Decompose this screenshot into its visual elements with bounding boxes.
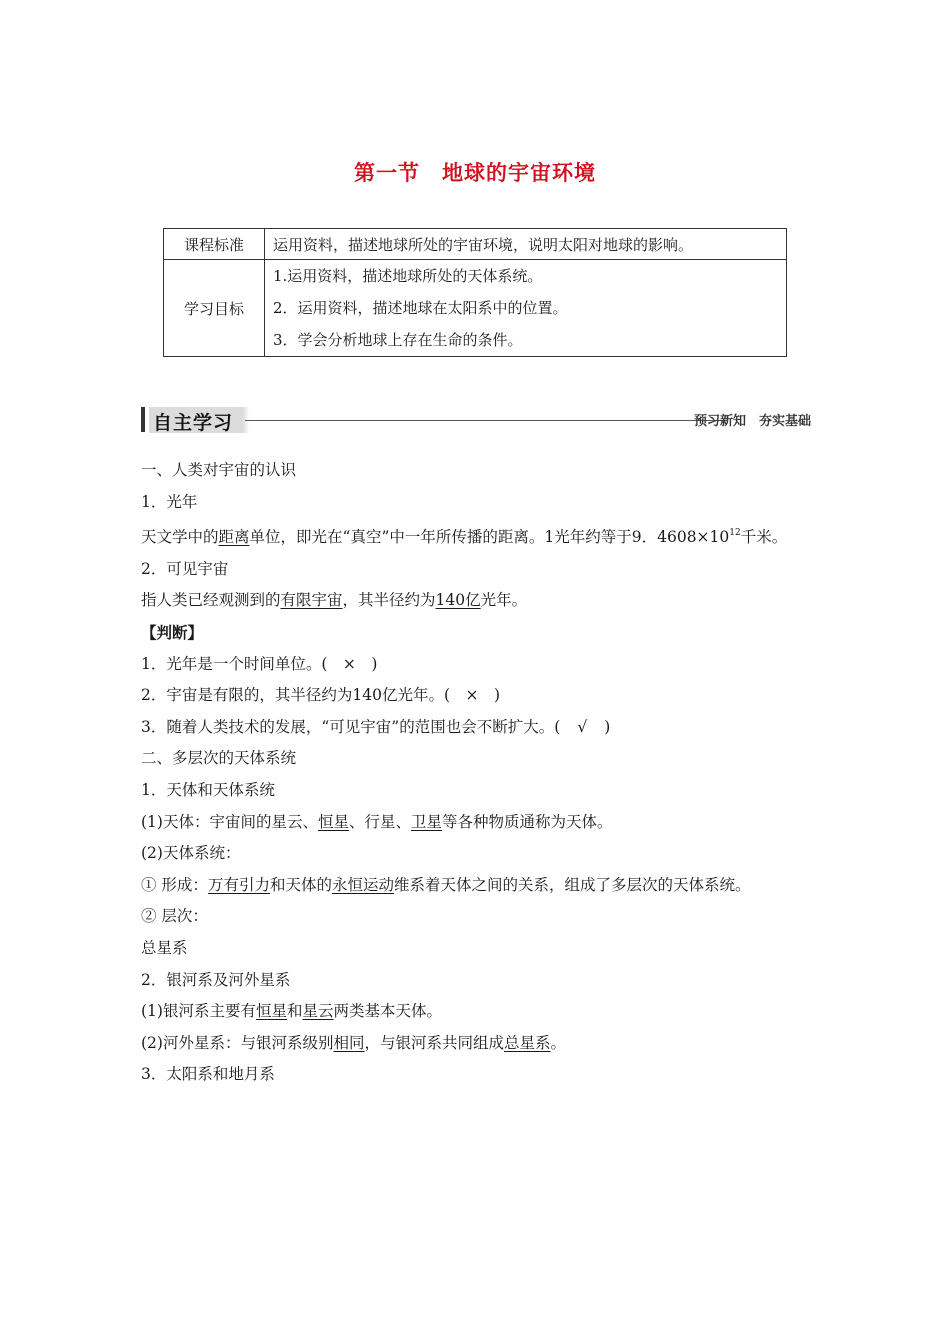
text-run: 等各种物质通称为天体。 [442, 812, 613, 831]
answer-underline: 总星系 [504, 1033, 551, 1052]
paragraph: ② 层次： [141, 907, 208, 926]
heading-2: 二、多层次的天体系统 [141, 749, 297, 768]
page-title: 第一节 地球的宇宙环境 [354, 161, 596, 185]
judge-item [141, 680, 813, 712]
subheading: 2．银河系及河外星系 [141, 970, 291, 989]
subheading: 1．天体和天体系统 [141, 780, 275, 799]
text-run: 和天体的 [269, 875, 332, 894]
subheading: 2．可见宇宙 [141, 559, 229, 578]
judge-label: 【判断】 [141, 622, 204, 642]
text-run: ，其半径约为 [342, 591, 436, 610]
subheading: 3．太阳系和地月系 [141, 1065, 275, 1084]
text-run: ① 形成： [141, 875, 208, 894]
answer-underline: 星云 [302, 1002, 334, 1021]
text-run: (1)天体：宇宙间的星云、 [141, 812, 318, 831]
answer-underline: 有限宇宙 [280, 591, 343, 610]
paragraph [141, 1028, 813, 1060]
text-run: 维系着天体之间的关系，组成了多层次的天体系统。 [393, 875, 751, 894]
standard-content: 运用资料，描述地球所处的宇宙环境，说明太阳对地球的影响。 [265, 229, 787, 260]
subheading: 1．光年 [141, 492, 198, 511]
answer-underline: 永恒运动 [331, 875, 394, 894]
standard-label: 课程标准 [164, 229, 265, 260]
main-content [141, 455, 813, 1091]
paragraph [141, 518, 813, 554]
text-run: (2)河外星系：与银河系级别 [141, 1033, 334, 1052]
answer-underline: 距离 [218, 528, 250, 547]
text-run: 、行星、 [348, 812, 411, 831]
section-subtitle: 预习新知 夯实基础 [693, 414, 811, 429]
paragraph [141, 870, 813, 902]
answer-underline: 140亿 [435, 591, 481, 610]
goals-list [265, 260, 787, 357]
section-divider [245, 420, 725, 421]
answer-underline: 恒星 [317, 812, 349, 831]
text-run: ，与银河系共同组成 [364, 1033, 504, 1052]
section-title: 自主学习 [153, 412, 234, 434]
goal-item: 1.运用资料，描述地球所处的天体系统。 [273, 267, 543, 285]
paragraph [141, 996, 813, 1028]
exponent: 12 [729, 528, 741, 539]
text-run: 天文学中的 [141, 528, 219, 547]
answer-underline: 卫星 [411, 812, 443, 831]
table-row [164, 260, 787, 357]
heading-1: 一、人类对宇宙的认识 [141, 461, 297, 479]
section-header [141, 405, 811, 433]
answer-underline: 万有引力 [207, 875, 270, 894]
text-run: 和 [286, 1002, 303, 1021]
text-run: 光年。 [480, 591, 528, 610]
answer-underline: 相同 [333, 1033, 365, 1052]
judge-item [141, 712, 813, 744]
text-run: 千米。 [740, 528, 788, 547]
paragraph [141, 807, 813, 839]
goal-item: 3．学会分析地球上存在生命的条件。 [273, 331, 523, 349]
answer-mark: √ [577, 717, 588, 736]
answer-underline: 恒星 [255, 1002, 287, 1021]
table-row [164, 229, 787, 260]
judge-text: ) [494, 686, 501, 705]
judge-item [141, 649, 813, 681]
judge-text: 2．宇宙是有限的，其半径约为140亿光年。( [141, 686, 450, 705]
paragraph: (2)天体系统： [141, 844, 241, 863]
text-run: 指人类已经观测到的 [141, 591, 281, 610]
paragraph [141, 585, 813, 617]
goal-item: 2．运用资料，描述地球在太阳系中的位置。 [273, 299, 568, 317]
text-run: (1)银河系主要有 [141, 1002, 256, 1021]
paragraph: 总星系 [141, 938, 188, 957]
curriculum-standards-table [163, 228, 787, 357]
judge-text: 1．光年是一个时间单位。( [141, 654, 328, 673]
judge-text: ) [371, 654, 378, 673]
text-run: 两类基本天体。 [333, 1002, 443, 1021]
judge-text: ) [604, 717, 611, 736]
judge-text: 3．随着人类技术的发展，“可见宇宙”的范围也会不断扩大。( [141, 717, 561, 736]
goals-label: 学习目标 [164, 260, 265, 357]
answer-mark: × [465, 686, 479, 705]
section-stripe [141, 407, 145, 432]
answer-mark: × [342, 654, 356, 673]
text-run: 。 [550, 1033, 567, 1052]
text-run: 单位，即光在“真空”中一年所传播的距离。1光年约等于9．4608×10 [249, 528, 730, 547]
